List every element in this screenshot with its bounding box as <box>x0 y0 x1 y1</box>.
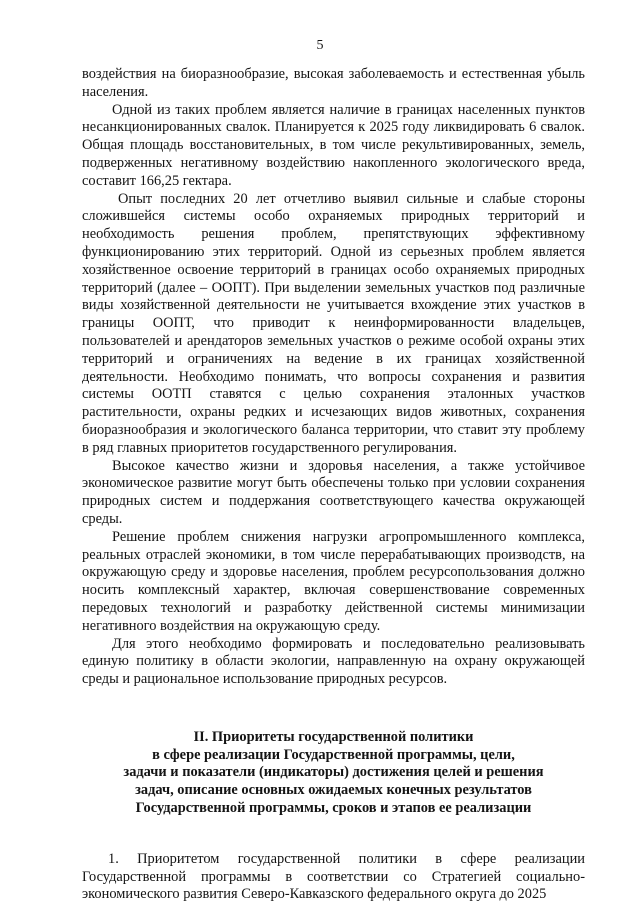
numbered-paragraph-1: 1. Приоритетом государственной политики в сфере реализации Государственной программы в соответствии со Стратегией социально-экономического развития Северо-Кавказского федерального округа до 2025 <box>82 850 585 903</box>
paragraph-continuation: воздействия на биоразнообразие, высокая заболеваемость и естественная убыль населения. <box>82 66 585 100</box>
section-heading <box>82 729 585 818</box>
section-heading-line: Государственной программы, сроков и этапов ее реализации <box>135 800 532 817</box>
page-number: 5 <box>316 38 324 53</box>
paragraph-load-reduction: Решение проблем снижения нагрузки агропромышленного комплекса, реальных отраслей экономики, в том числе перерабатывающих производств, на окружающую среду и здоровье населения, проблем ресурсопользования должно носить комплексный характер, включая совершенствование современных передовых технологий и разработку действенной системы минимизации негативного воздействия на окружающую среду. <box>82 528 585 634</box>
document-body <box>82 66 585 904</box>
section-heading-line: II. Приоритеты государственной политики <box>193 728 474 745</box>
spacer <box>82 689 585 729</box>
spacer <box>82 818 585 851</box>
section-heading-line: в сфере реализации Государственной программы, цели, <box>152 746 515 763</box>
paragraph-policy: Для этого необходимо формировать и последовательно реализовывать единую политику в области экологии, направленную на охрану окружающей среды и рациональное использование природных ресурсов. <box>82 635 585 688</box>
paragraph-landfills: Одной из таких проблем является наличие в границах населенных пунктов несанкционированных свалок. Планируется к 2025 году ликвидировать 6 свалок. Общая площадь восстановительных, в том числе рекультивированных, земель, подверженных негативному воздействию накопленного экологического вреда, составит 166,25 гектара. <box>82 101 585 189</box>
section-heading-line: задач, описание основных ожидаемых конечных результатов <box>135 782 532 799</box>
paragraph-quality-of-life: Высокое качество жизни и здоровья населения, а также устойчивое экономическое развитие могут быть обеспечены только при условии сохранения природных систем и поддержания соответствующего качества окружающей среды. <box>82 457 585 527</box>
paragraph-protected-areas: Опыт последних 20 лет отчетливо выявил сильные и слабые стороны сложившейся системы особо охраняемых природных территорий и необходимость решения проблем, препятствующих эффективному функционированию этих территорий. Одной из серьезных проблем является хозяйственное освоение территорий в границах особо охраняемых природных территорий (далее – ООПТ). При выделении земельных участков под различные виды хозяйственной деятельности не учитывается вхождение этих участков в границы ООПТ, что приводит к неинформированности владельцев, пользователей и арендаторов земельных участков о режиме особой охраны этих территорий и ограничениях на ведение в их границах хозяйственной деятельности. Необходимо понимать, что вопросы сохранения и развития системы ООТП ставятся с целью сохранения эталонных участков растительности, охраны редких и исчезающих видов животных, сохранения биоразнообразия и экологического баланса территории, что ставит эту проблему в ряд главных приоритетов государственного регулирования. <box>82 190 585 456</box>
section-heading-line: задачи и показатели (индикаторы) достижения целей и решения <box>123 764 544 781</box>
